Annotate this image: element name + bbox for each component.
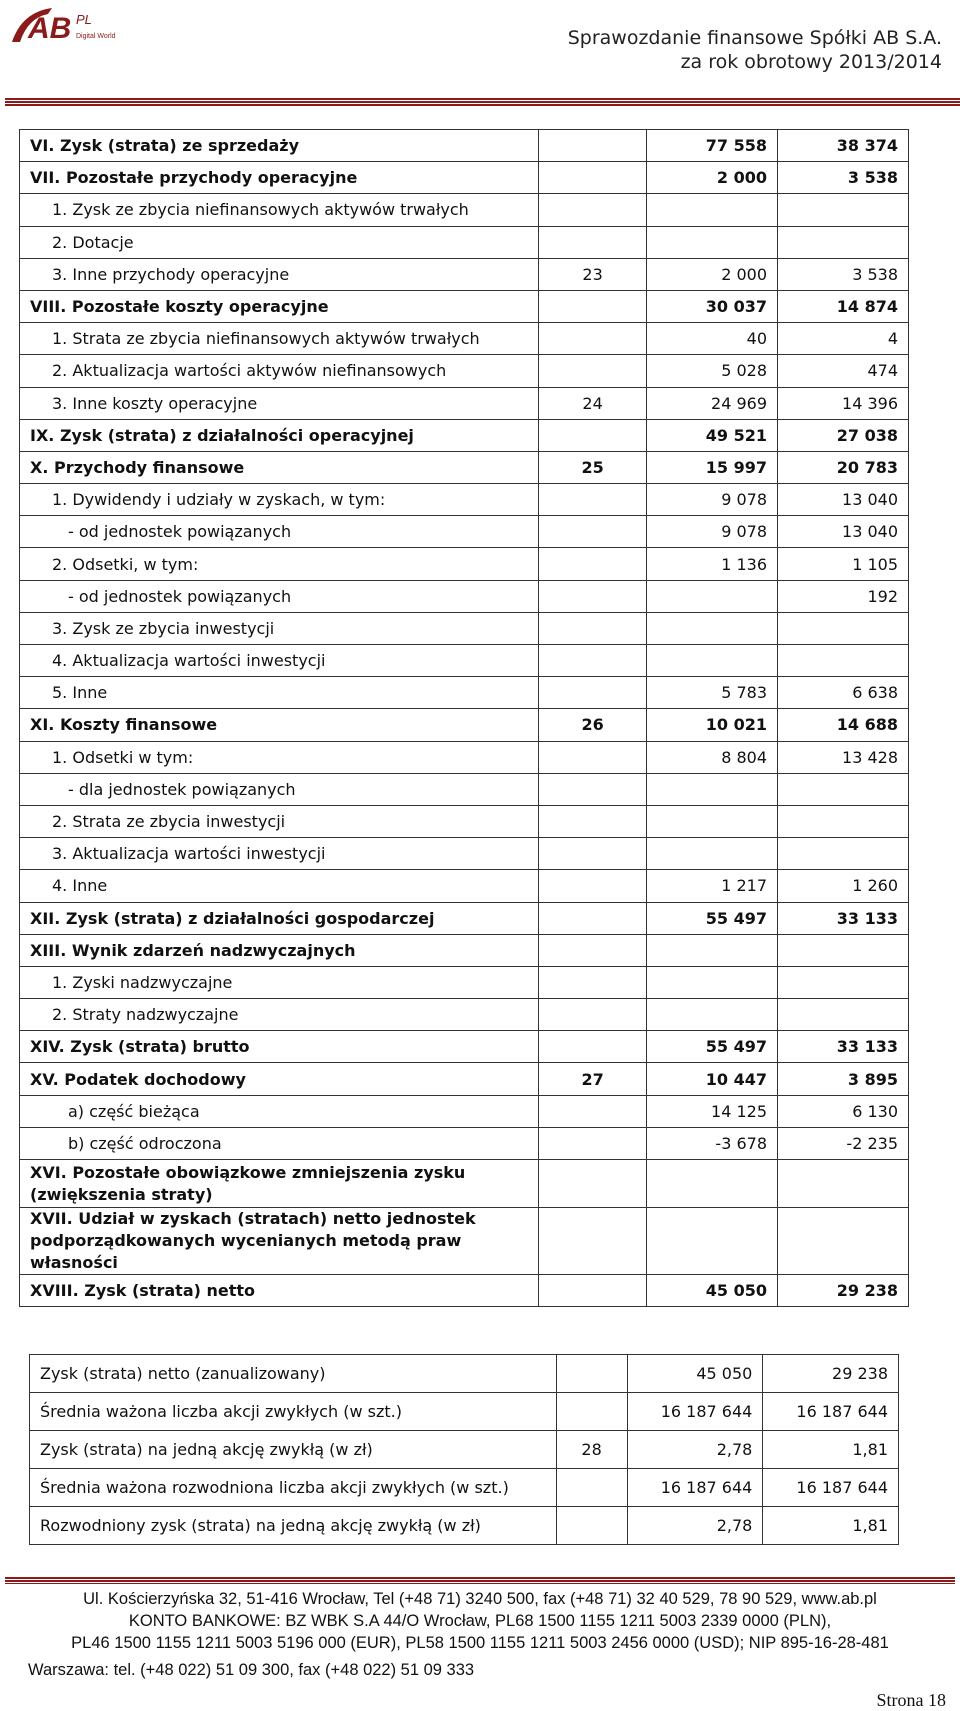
row-note	[539, 516, 647, 548]
row-label: XIII. Wynik zdarzeń nadzwyczajnych	[20, 934, 539, 966]
company-footer	[0, 1588, 960, 1654]
row-label: XII. Zysk (strata) z działalności gospodarczej	[20, 902, 539, 934]
row-label: 3. Inne przychody operacyjne	[20, 258, 539, 290]
table-row	[20, 355, 909, 387]
table-row	[20, 1208, 909, 1275]
row-note	[539, 1031, 647, 1063]
row-note: 26	[539, 709, 647, 741]
row-label: 1. Zyski nadzwyczajne	[20, 966, 539, 998]
table-row	[20, 484, 909, 516]
row-value-previous: 33 133	[778, 1031, 909, 1063]
row-value-current	[647, 805, 778, 837]
row-note	[539, 773, 647, 805]
table-row	[20, 226, 909, 258]
row-note	[556, 1393, 627, 1431]
row-label: 2. Straty nadzwyczajne	[20, 999, 539, 1031]
row-value-current	[647, 194, 778, 226]
row-note	[539, 999, 647, 1031]
row-value-previous	[778, 838, 909, 870]
table-row	[20, 290, 909, 322]
table-row	[20, 966, 909, 998]
row-value-current	[647, 838, 778, 870]
row-note	[539, 805, 647, 837]
table-row	[20, 773, 909, 805]
row-value-current: 2,78	[627, 1507, 763, 1545]
table-row	[20, 194, 909, 226]
table-row	[20, 677, 909, 709]
row-note	[539, 741, 647, 773]
row-value-previous	[778, 645, 909, 677]
row-value-previous: 1,81	[763, 1507, 899, 1545]
table-row	[30, 1507, 899, 1545]
row-value-previous: 16 187 644	[763, 1393, 899, 1431]
table-row	[20, 709, 909, 741]
row-value-current: 16 187 644	[627, 1469, 763, 1507]
row-note	[539, 1127, 647, 1159]
row-label: - od jednostek powiązanych	[20, 516, 539, 548]
row-value-previous	[778, 773, 909, 805]
row-value-previous	[778, 612, 909, 644]
row-label: Zysk (strata) netto (zanualizowany)	[30, 1355, 557, 1393]
row-value-previous	[778, 805, 909, 837]
table-row	[20, 1127, 909, 1159]
row-value-current	[647, 645, 778, 677]
row-note	[539, 194, 647, 226]
row-value-previous	[778, 934, 909, 966]
table-row	[20, 162, 909, 194]
row-value-previous: 13 040	[778, 484, 909, 516]
row-value-current	[647, 580, 778, 612]
row-value-previous: 16 187 644	[763, 1469, 899, 1507]
footer-warsaw-contact: Warszawa: tel. (+48 022) 51 09 300, fax (+48 022) 51 09 333	[28, 1661, 475, 1679]
row-value-current: 10 021	[647, 709, 778, 741]
row-note	[539, 1208, 647, 1275]
row-label: XI. Koszty finansowe	[20, 709, 539, 741]
row-value-current: 15 997	[647, 451, 778, 483]
row-label: - od jednostek powiązanych	[20, 580, 539, 612]
row-value-previous: 14 688	[778, 709, 909, 741]
row-value-previous: 29 238	[763, 1355, 899, 1393]
row-value-current	[647, 1160, 778, 1208]
row-label: 3. Inne koszty operacyjne	[20, 387, 539, 419]
table-row	[30, 1393, 899, 1431]
row-value-previous	[778, 999, 909, 1031]
table-row	[20, 612, 909, 644]
row-label: 2. Aktualizacja wartości aktywów niefinansowych	[20, 355, 539, 387]
row-label: Rozwodniony zysk (strata) na jedną akcję zwykłą (w zł)	[30, 1507, 557, 1545]
table-row	[30, 1469, 899, 1507]
row-value-previous: 33 133	[778, 902, 909, 934]
row-note	[539, 580, 647, 612]
row-value-current: 10 447	[647, 1063, 778, 1095]
row-value-current: 2,78	[627, 1431, 763, 1469]
row-value-current: 9 078	[647, 516, 778, 548]
row-note	[539, 1160, 647, 1208]
income-statement-table	[19, 129, 909, 1307]
row-label: XVII. Udział w zyskach (stratach) netto jednostek podporządkowanych wycenianych metodą praw własności	[20, 1208, 539, 1275]
row-label: 1. Zysk ze zbycia niefinansowych aktywów trwałych	[20, 194, 539, 226]
row-label: IX. Zysk (strata) z działalności operacyjnej	[20, 419, 539, 451]
row-label: 4. Aktualizacja wartości inwestycji	[20, 645, 539, 677]
row-value-current	[647, 966, 778, 998]
logo-suffix: PL	[76, 12, 92, 27]
table-row	[20, 516, 909, 548]
row-value-current: 1 136	[647, 548, 778, 580]
row-value-current: 5 028	[647, 355, 778, 387]
row-value-previous: 3 538	[778, 258, 909, 290]
row-value-previous: 14 874	[778, 290, 909, 322]
row-value-previous: 3 538	[778, 162, 909, 194]
row-label: 2. Strata ze zbycia inwestycji	[20, 805, 539, 837]
row-value-current: 1 217	[647, 870, 778, 902]
row-value-previous: 27 038	[778, 419, 909, 451]
row-note: 24	[539, 387, 647, 419]
row-note	[539, 645, 647, 677]
table-row	[20, 323, 909, 355]
row-value-previous	[778, 194, 909, 226]
row-label: 4. Inne	[20, 870, 539, 902]
row-note	[539, 548, 647, 580]
row-value-previous	[778, 1160, 909, 1208]
table-row	[20, 805, 909, 837]
row-note	[539, 162, 647, 194]
table-row	[20, 934, 909, 966]
row-value-current	[647, 934, 778, 966]
row-label: 5. Inne	[20, 677, 539, 709]
table-row	[20, 258, 909, 290]
row-value-current	[647, 773, 778, 805]
header-divider	[5, 98, 960, 106]
footer-bank-accounts-currency: PL46 1500 1155 1211 5003 5196 000 (EUR), PL58 1500 1155 1211 5003 2456 0000 (USD); NIP 895-16-28-481	[71, 1634, 889, 1652]
row-value-previous: 192	[778, 580, 909, 612]
row-label: 2. Dotacje	[20, 226, 539, 258]
row-note	[539, 323, 647, 355]
row-note	[539, 226, 647, 258]
row-value-previous: 29 238	[778, 1275, 909, 1307]
row-note	[539, 966, 647, 998]
row-value-previous: 20 783	[778, 451, 909, 483]
logo-text: AB	[28, 12, 72, 45]
row-value-current: 8 804	[647, 741, 778, 773]
row-value-current	[647, 1208, 778, 1275]
row-note	[539, 934, 647, 966]
table-row	[20, 1031, 909, 1063]
row-note	[539, 902, 647, 934]
row-value-previous: -2 235	[778, 1127, 909, 1159]
table-row	[20, 1160, 909, 1208]
row-value-current: 14 125	[647, 1095, 778, 1127]
row-note	[539, 419, 647, 451]
row-value-previous: 14 396	[778, 387, 909, 419]
row-value-previous: 4	[778, 323, 909, 355]
row-value-current: 16 187 644	[627, 1393, 763, 1431]
table-row	[20, 1063, 909, 1095]
row-note	[539, 612, 647, 644]
row-note: 28	[556, 1431, 627, 1469]
row-label: - dla jednostek powiązanych	[20, 773, 539, 805]
row-label: 3. Aktualizacja wartości inwestycji	[20, 838, 539, 870]
row-value-current: 24 969	[647, 387, 778, 419]
row-label: Średnia ważona liczba akcji zwykłych (w szt.)	[30, 1393, 557, 1431]
table-row	[20, 580, 909, 612]
row-value-previous: 3 895	[778, 1063, 909, 1095]
row-value-current: 40	[647, 323, 778, 355]
row-label: XVIII. Zysk (strata) netto	[20, 1275, 539, 1307]
row-label: b) część odroczona	[20, 1127, 539, 1159]
earnings-per-share-table	[29, 1354, 899, 1545]
row-label: 2. Odsetki, w tym:	[20, 548, 539, 580]
row-value-previous: 1 260	[778, 870, 909, 902]
row-value-current: 2 000	[647, 162, 778, 194]
table-row	[30, 1431, 899, 1469]
row-value-current	[647, 226, 778, 258]
row-value-current: 55 497	[647, 902, 778, 934]
footer-divider	[5, 1577, 955, 1584]
row-value-current: 9 078	[647, 484, 778, 516]
table-row	[20, 130, 909, 162]
table-row	[20, 645, 909, 677]
row-value-current: -3 678	[647, 1127, 778, 1159]
row-value-current	[647, 999, 778, 1031]
table-row	[20, 1095, 909, 1127]
row-value-previous: 1,81	[763, 1431, 899, 1469]
row-value-previous: 38 374	[778, 130, 909, 162]
row-value-previous: 13 428	[778, 741, 909, 773]
row-label: 3. Zysk ze zbycia inwestycji	[20, 612, 539, 644]
page-header	[0, 0, 960, 110]
row-value-previous	[778, 226, 909, 258]
row-label: 1. Strata ze zbycia niefinansowych aktywów trwałych	[20, 323, 539, 355]
row-note: 27	[539, 1063, 647, 1095]
row-label: VIII. Pozostałe koszty operacyjne	[20, 290, 539, 322]
table-row	[20, 999, 909, 1031]
table-row	[20, 870, 909, 902]
row-value-previous: 6 130	[778, 1095, 909, 1127]
row-value-current: 55 497	[647, 1031, 778, 1063]
row-value-previous: 6 638	[778, 677, 909, 709]
document-title	[568, 26, 942, 74]
row-note	[539, 838, 647, 870]
row-value-current: 77 558	[647, 130, 778, 162]
ab-logo	[8, 4, 128, 48]
footer-bank-account: KONTO BANKOWE: BZ WBK S.A 44/O Wrocław, PL68 1500 1155 1211 5003 2339 0000 (PLN),	[128, 1612, 832, 1630]
row-note	[539, 484, 647, 516]
page-number: Strona 18	[876, 1690, 946, 1710]
row-label: X. Przychody finansowe	[20, 451, 539, 483]
row-value-previous: 474	[778, 355, 909, 387]
table-row	[20, 419, 909, 451]
row-note	[539, 355, 647, 387]
row-label: 1. Odsetki w tym:	[20, 741, 539, 773]
row-value-current	[647, 612, 778, 644]
row-note: 25	[539, 451, 647, 483]
title-line-2: za rok obrotowy 2013/2014	[680, 51, 942, 73]
row-value-current: 45 050	[627, 1355, 763, 1393]
row-value-previous: 13 040	[778, 516, 909, 548]
row-note	[539, 290, 647, 322]
row-value-current: 5 783	[647, 677, 778, 709]
row-label: Średnia ważona rozwodniona liczba akcji zwykłych (w szt.)	[30, 1469, 557, 1507]
row-value-current: 30 037	[647, 290, 778, 322]
row-value-current: 49 521	[647, 419, 778, 451]
row-note	[556, 1507, 627, 1545]
table-row	[20, 548, 909, 580]
table-row	[30, 1355, 899, 1393]
row-note	[539, 130, 647, 162]
row-value-current: 45 050	[647, 1275, 778, 1307]
row-note: 23	[539, 258, 647, 290]
row-label: VII. Pozostałe przychody operacyjne	[20, 162, 539, 194]
row-note	[556, 1469, 627, 1507]
row-note	[539, 1275, 647, 1307]
title-line-1: Sprawozdanie finansowe Spółki AB S.A.	[567, 27, 942, 49]
row-note	[539, 677, 647, 709]
row-label: XVI. Pozostałe obowiązkowe zmniejszenia zysku (zwiększenia straty)	[20, 1160, 539, 1208]
row-value-previous: 1 105	[778, 548, 909, 580]
table-row	[20, 838, 909, 870]
footer-address: Ul. Kościerzyńska 32, 51-416 Wrocław, Tel (+48 71) 3240 500, fax (+48 71) 32 40 529, 78 90 529, www.ab.pl	[83, 1590, 877, 1608]
row-label: 1. Dywidendy i udziały w zyskach, w tym:	[20, 484, 539, 516]
row-label: VI. Zysk (strata) ze sprzedaży	[20, 130, 539, 162]
table-row	[20, 741, 909, 773]
row-label: XV. Podatek dochodowy	[20, 1063, 539, 1095]
row-value-previous	[778, 966, 909, 998]
table-row	[20, 387, 909, 419]
row-note	[539, 1095, 647, 1127]
table-row	[20, 902, 909, 934]
row-label: Zysk (strata) na jedną akcję zwykłą (w zł)	[30, 1431, 557, 1469]
row-value-previous	[778, 1208, 909, 1275]
row-label: a) część bieżąca	[20, 1095, 539, 1127]
table-row	[20, 451, 909, 483]
logo-tagline: Digital World	[76, 33, 116, 40]
row-label: XIV. Zysk (strata) brutto	[20, 1031, 539, 1063]
row-note	[539, 870, 647, 902]
row-value-current: 2 000	[647, 258, 778, 290]
row-note	[556, 1355, 627, 1393]
table-row	[20, 1275, 909, 1307]
